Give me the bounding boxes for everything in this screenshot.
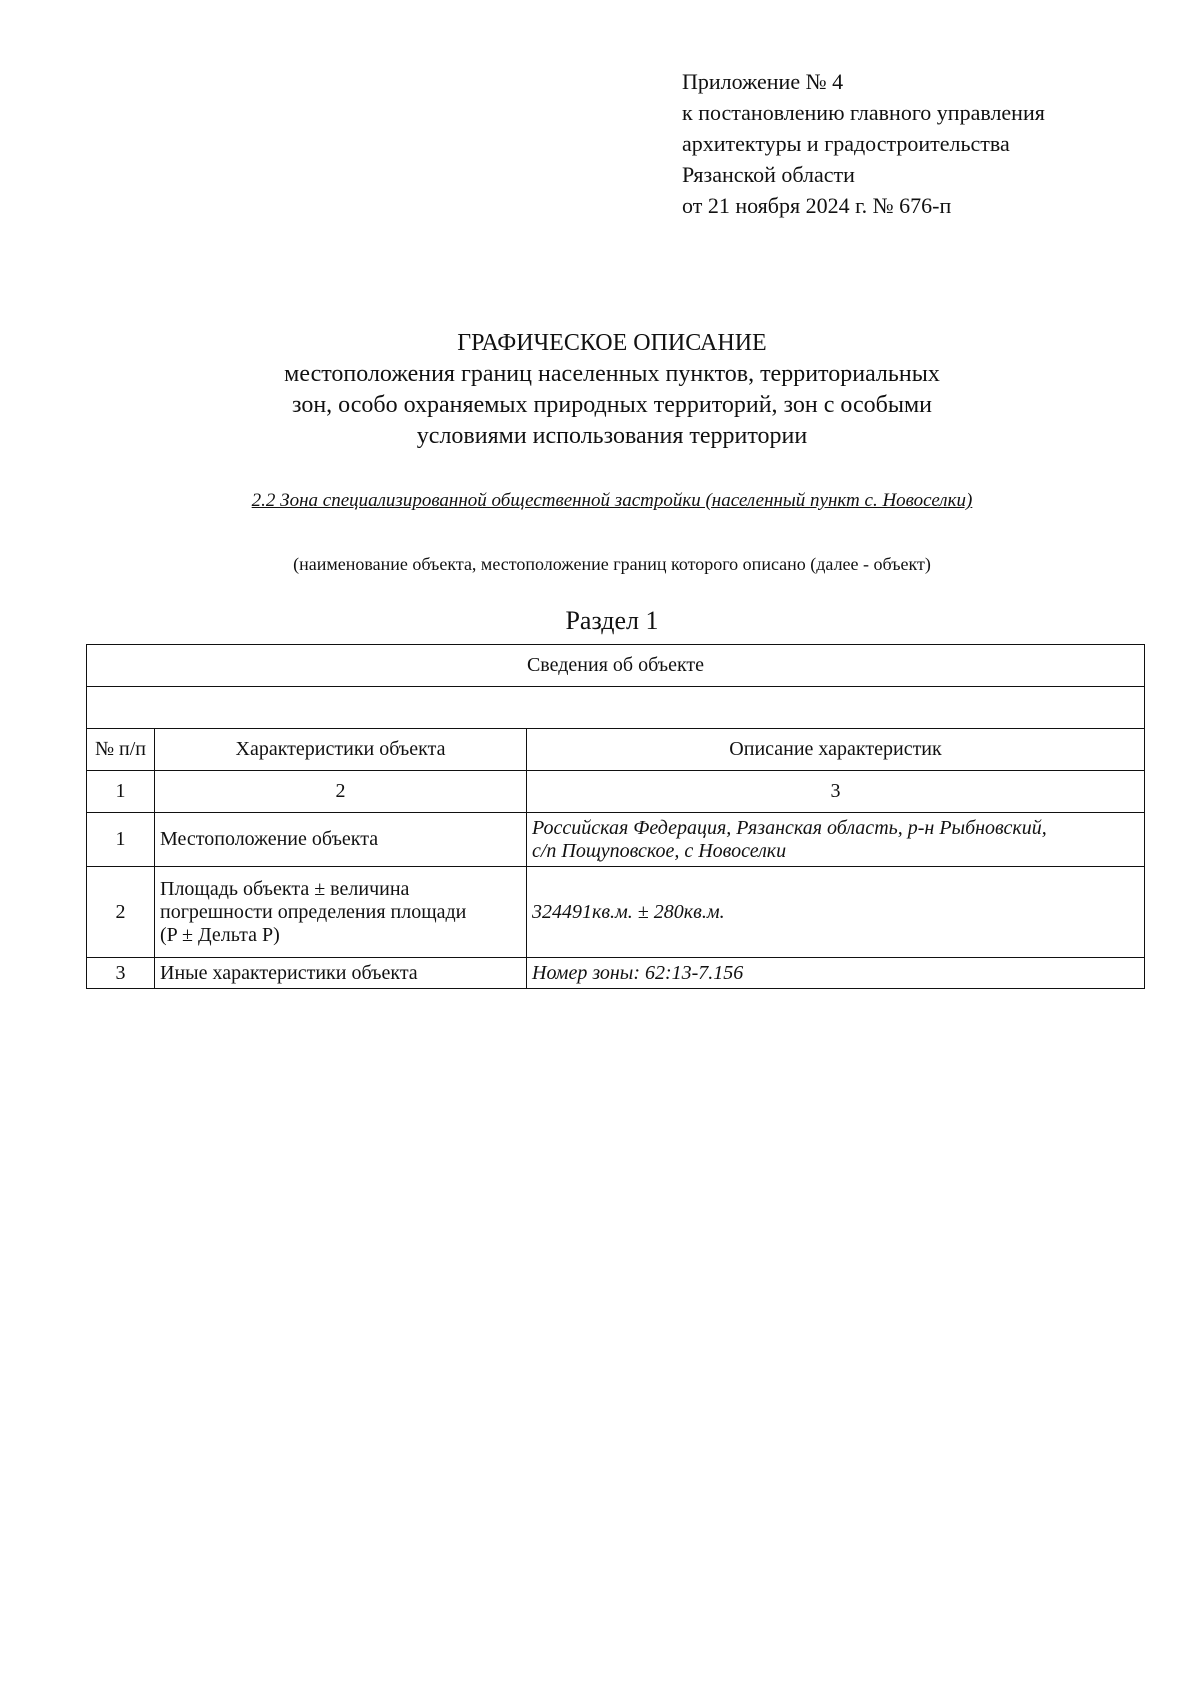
header-number: № п/п [87, 729, 155, 771]
characteristic-line: Площадь объекта ± величина [160, 877, 410, 900]
row-characteristic: Местоположение объекта [155, 813, 527, 867]
section-title: Раздел 1 [565, 606, 659, 635]
appendix-line: от 21 ноября 2024 г. № 676-п [682, 193, 952, 218]
row-number: 1 [87, 813, 155, 867]
description-line: Российская Федерация, Рязанская область, р-н Рыбновский, [532, 816, 1047, 839]
table-empty-cell [87, 687, 1145, 729]
appendix-header [682, 66, 1045, 221]
object-info-table [86, 644, 1145, 989]
table-caption: Сведения об объекте [87, 645, 1145, 687]
row-number: 2 [87, 867, 155, 958]
table-row [87, 958, 1145, 989]
row-characteristic [155, 867, 527, 958]
object-name: 2.2 Зона специализированной общественной застройки (населенный пункт с. Новоселки) [251, 490, 973, 511]
table-header-row [87, 729, 1145, 771]
table-row [87, 867, 1145, 958]
numbering-cell: 1 [87, 771, 155, 813]
table-row [87, 813, 1145, 867]
numbering-cell: 2 [155, 771, 527, 813]
table-empty-row [87, 687, 1145, 729]
numbering-cell: 3 [527, 771, 1145, 813]
row-number: 3 [87, 958, 155, 989]
title-heading: ГРАФИЧЕСКОЕ ОПИСАНИЕ [457, 330, 767, 356]
appendix-line: к постановлению главного управления [682, 100, 1045, 125]
appendix-line: Приложение № 4 [682, 69, 844, 94]
row-description: 324491кв.м. ± 280кв.м. [527, 867, 1145, 958]
appendix-line: Рязанской области [682, 162, 855, 187]
header-characteristic: Характеристики объекта [155, 729, 527, 771]
title-line: условиями использования территории [416, 423, 808, 449]
title-line: зон, особо охраняемых природных территорий, зон с особыми [291, 392, 933, 418]
row-description: Номер зоны: 62:13-7.156 [527, 958, 1145, 989]
header-description: Описание характеристик [527, 729, 1145, 771]
document-title [0, 328, 1200, 452]
table-numbering-row [87, 771, 1145, 813]
characteristic-line: (P ± Дельта P) [160, 923, 280, 946]
row-description [527, 813, 1145, 867]
characteristic-line: погрешности определения площади [160, 900, 467, 923]
object-caption: (наименование объекта, местоположение границ которого описано (далее - объект) [293, 554, 931, 574]
row-characteristic: Иные характеристики объекта [155, 958, 527, 989]
description-line: с/п Пощуповское, с Новоселки [532, 839, 787, 862]
appendix-line: архитектуры и градостроительства [682, 131, 1010, 156]
table-caption-row [87, 645, 1145, 687]
title-line: местоположения границ населенных пунктов, территориальных [284, 361, 940, 387]
